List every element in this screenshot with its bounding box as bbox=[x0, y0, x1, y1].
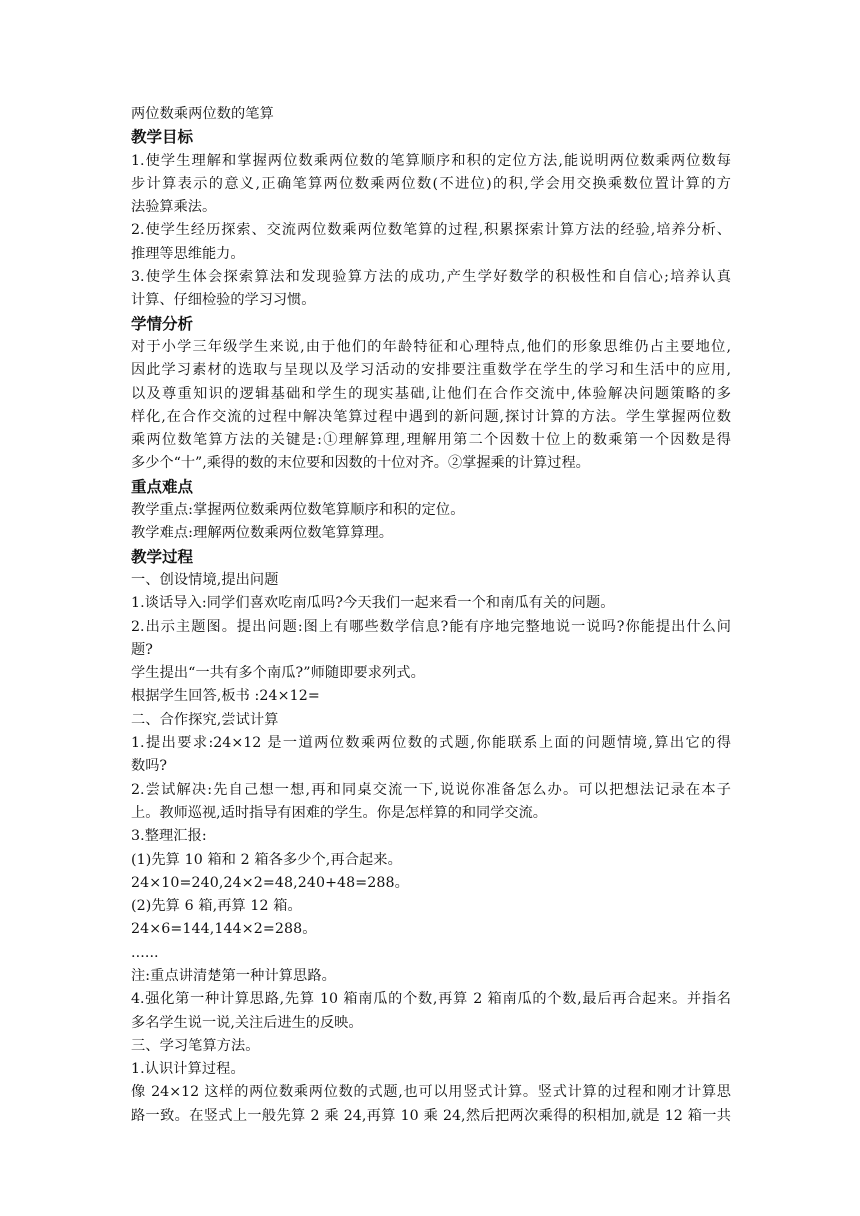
section-2-title: 二、合作探究,尝试计算 bbox=[131, 711, 279, 728]
section-1-title: 一、创设情境,提出问题 bbox=[131, 571, 279, 588]
goal-1-line-3: 法验算乘法。 bbox=[131, 199, 217, 216]
section-2-item-ellipsis: ...... bbox=[131, 944, 159, 961]
section-1-item-3: 学生提出“一共有多个南瓜?”师随即要求列式。 bbox=[131, 665, 425, 682]
heading-teaching-goals: 教学目标 bbox=[131, 128, 194, 147]
section-2-item-4-line-2: 多名学生说一说,关注后进生的反映。 bbox=[131, 1014, 363, 1031]
section-2-item-4-line-1: 4.强化第一种计算思路,先算 10 箱南瓜的个数,再算 2 箱南瓜的个数,最后再合起来。并指名 bbox=[131, 991, 731, 1008]
difficult-point-line: 教学难点:理解两位数乘两位数笔算算理。 bbox=[131, 525, 394, 542]
goal-1-line-1: 1.使学生理解和掌握两位数乘两位数的笔算顺序和积的定位方法,能说明两位数乘两位数每 bbox=[131, 152, 731, 169]
section-3-item-2-line-1: 像 24×12 这样的两位数乘两位数的式题,也可以用竖式计算。竖式计算的过程和刚才计算思 bbox=[131, 1084, 731, 1101]
section-2-note: 注:重点讲清楚第一种计算思路。 bbox=[131, 967, 336, 984]
section-1-item-1: 1.谈话导入:同学们喜欢吃南瓜吗?今天我们一起来看一个和南瓜有关的问题。 bbox=[131, 595, 615, 612]
goal-2-line-1: 2.使学生经历探索、交流两位数乘两位数笔算的过程,积累探索计算方法的经验,培养分析、 bbox=[131, 222, 731, 239]
section-3-item-2-line-2: 路一致。在竖式上一般先算 2 乘 24,再算 10 乘 24,然后把两次乘得的积相加,就是 12 箱一共 bbox=[131, 1107, 731, 1124]
goal-1-line-2: 步计算表示的意义,正确笔算两位数乘两位数(不进位)的积,学会用交换乘数位置计算的方 bbox=[131, 175, 731, 192]
goal-3-line-1: 3.使学生体会探索算法和发现验算方法的成功,产生学好数学的积极性和自信心;培养认真 bbox=[131, 269, 731, 286]
goal-3-line-2: 计算、仔细检验的学习习惯。 bbox=[131, 292, 316, 309]
document-title: 两位数乘两位数的笔算 bbox=[131, 106, 274, 122]
document-page bbox=[131, 103, 731, 1128]
section-2-item-2-line-2: 上。教师巡视,适时指导有困难的学生。你是怎样算的和同学交流。 bbox=[131, 804, 547, 821]
heading-student-analysis: 学情分析 bbox=[131, 314, 194, 333]
goal-2-line-2: 推理等思维能力。 bbox=[131, 245, 245, 262]
section-3-item-1: 1.认识计算过程。 bbox=[131, 1061, 245, 1078]
analysis-line-1: 对于小学三年级学生来说,由于他们的年龄特征和心理特点,他们的形象思维仍占主要地位, bbox=[131, 338, 731, 355]
heading-teaching-process: 教学过程 bbox=[131, 547, 194, 566]
analysis-line-4: 样化,在合作交流的过程中解决笔算过程中遇到的新问题,探讨计算的方法。学生掌握两位数 bbox=[131, 408, 731, 425]
analysis-line-2: 因此学习素材的选取与呈现以及学习活动的安排要注重数学在学生的学习和生活中的应用, bbox=[131, 362, 731, 379]
section-1-item-2-line-1: 2.出示主题图。提出问题:图上有哪些数学信息?能有序地完整地说一说吗?你能提出什么问 bbox=[131, 618, 731, 635]
section-2-item-3d: 24×6=144,144×2=288。 bbox=[131, 921, 317, 938]
section-2-item-3c: (2)先算 6 箱,再算 12 箱。 bbox=[131, 898, 302, 915]
key-point-line: 教学重点:掌握两位数乘两位数笔算顺序和积的定位。 bbox=[131, 502, 465, 519]
section-2-item-3b: 24×10=240,24×2=48,240+48=288。 bbox=[131, 874, 409, 891]
section-2-item-2-line-1: 2.尝试解决:先自己想一想,再和同桌交流一下,说说你准备怎么办。可以把想法记录在本子 bbox=[131, 781, 731, 798]
analysis-line-3: 以及尊重知识的逻辑基础和学生的现实基础,让他们在合作交流中,体验解决问题策略的多 bbox=[131, 385, 731, 402]
analysis-line-5: 乘两位数笔算方法的关键是:①理解算理,理解用第二个因数十位上的数乘第一个因数是得 bbox=[131, 432, 731, 449]
analysis-line-6: 多少个“十”,乘得的数的末位要和因数的十位对齐。②掌握乘的计算过程。 bbox=[131, 455, 590, 472]
heading-key-points: 重点难点 bbox=[131, 477, 194, 496]
section-3-title: 三、学习笔算方法。 bbox=[131, 1037, 260, 1054]
section-2-item-1-line-1: 1.提出要求:24×12 是一道两位数乘两位数的式题,你能联系上面的问题情境,算出它的得 bbox=[131, 735, 731, 752]
section-2-item-3a: (1)先算 10 箱和 2 箱各多少个,再合起来。 bbox=[131, 851, 402, 868]
section-1-item-4: 根据学生回答,板书 :24×12= bbox=[131, 688, 320, 705]
section-2-item-3: 3.整理汇报: bbox=[131, 828, 207, 845]
section-1-item-2-line-2: 题? bbox=[131, 641, 153, 658]
section-2-item-1-line-2: 数吗? bbox=[131, 758, 167, 775]
